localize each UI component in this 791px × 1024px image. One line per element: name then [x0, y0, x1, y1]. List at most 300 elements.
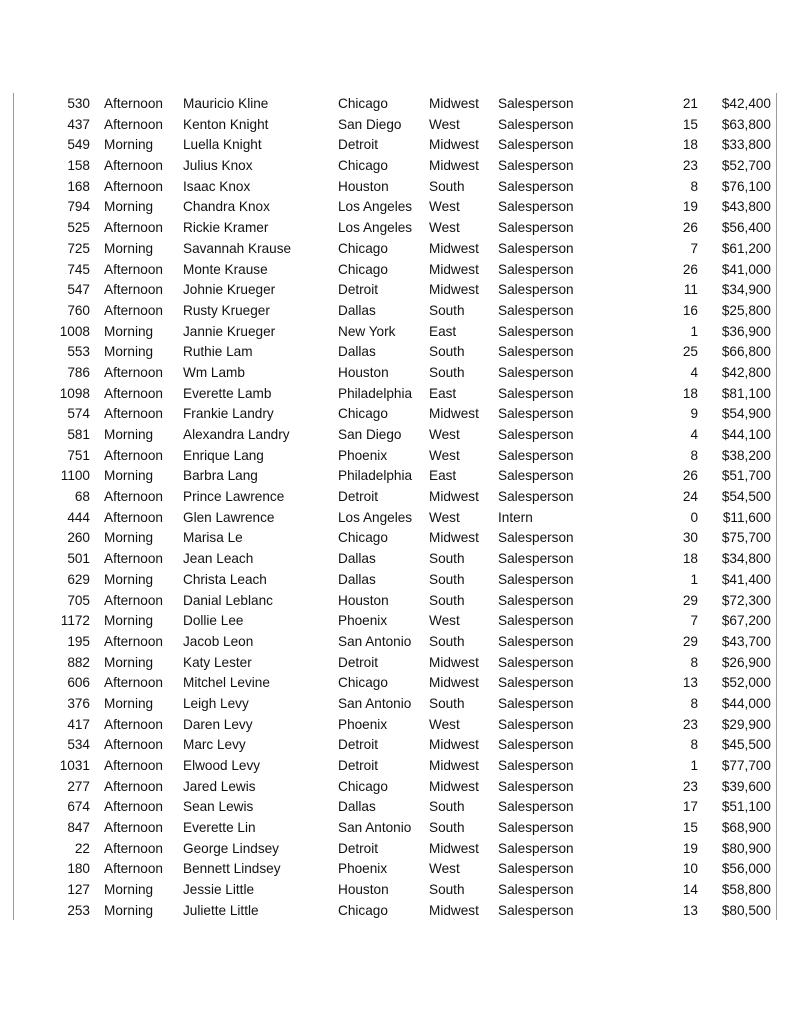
salary-cell: $52,000 — [721, 675, 771, 691]
city-cell: Dallas — [338, 571, 376, 587]
region-cell: West — [429, 447, 460, 463]
table-row — [0, 322, 791, 343]
role-cell: Salesperson — [498, 592, 574, 608]
region-cell: Midwest — [429, 675, 479, 691]
region-cell: South — [429, 178, 465, 194]
city-cell: New York — [338, 323, 396, 339]
table-row — [0, 653, 791, 674]
employee-id-cell: 1031 — [59, 758, 90, 773]
employee-id-cell: 376 — [67, 695, 90, 711]
employee-name-cell: Wm Lamb — [183, 364, 245, 380]
shift-cell: Morning — [104, 137, 154, 153]
employee-name-cell: Christa Leach — [183, 571, 267, 587]
salary-cell: $26,900 — [721, 654, 771, 670]
city-cell: Chicago — [338, 778, 388, 794]
role-cell: Salesperson — [498, 716, 574, 732]
region-cell: Midwest — [429, 137, 479, 153]
salary-cell: $56,400 — [721, 220, 771, 236]
employee-id-cell: 195 — [67, 633, 90, 649]
employee-id-cell: 1008 — [59, 323, 90, 339]
table-row — [0, 177, 791, 198]
shift-cell: Afternoon — [104, 758, 163, 773]
employee-name-cell: Everette Lin — [183, 820, 256, 836]
region-cell: South — [429, 571, 465, 587]
shift-cell: Morning — [104, 530, 154, 546]
employee-id-cell: 1172 — [60, 613, 90, 629]
shift-cell: Afternoon — [104, 778, 163, 794]
table-row — [0, 528, 791, 549]
years-cell: 4 — [690, 427, 698, 442]
region-cell: South — [429, 820, 465, 836]
role-cell: Salesperson — [498, 364, 574, 380]
city-cell: Chicago — [338, 158, 388, 174]
years-cell: 26 — [682, 220, 698, 236]
employee-id-cell: 277 — [67, 778, 90, 794]
shift-cell: Afternoon — [104, 220, 163, 236]
table-row — [0, 673, 791, 694]
years-cell: 7 — [690, 240, 698, 256]
years-cell: 26 — [682, 261, 698, 277]
role-cell: Salesperson — [498, 613, 574, 629]
table-row — [0, 218, 791, 239]
employee-id-cell: 553 — [67, 344, 90, 360]
salary-cell: $45,500 — [721, 737, 771, 753]
region-cell: Midwest — [429, 282, 479, 298]
years-cell: 13 — [682, 902, 698, 918]
employee-name-cell: Frankie Landry — [183, 406, 274, 422]
salary-cell: $76,100 — [721, 178, 771, 194]
shift-cell: Afternoon — [104, 261, 163, 277]
shift-cell: Afternoon — [104, 282, 163, 298]
employee-name-cell: Julius Knox — [183, 158, 253, 174]
region-cell: West — [429, 716, 460, 732]
years-cell: 1 — [690, 571, 698, 587]
years-cell: 8 — [690, 447, 698, 463]
city-cell: Phoenix — [338, 861, 388, 877]
salary-cell: $42,400 — [721, 96, 771, 111]
employee-table — [0, 94, 791, 922]
city-cell: San Antonio — [338, 695, 412, 711]
city-cell: Houston — [338, 882, 389, 898]
employee-id-cell: 794 — [67, 199, 90, 215]
salary-cell: $42,800 — [721, 364, 771, 380]
employee-name-cell: George Lindsey — [183, 840, 279, 856]
employee-id-cell: 786 — [67, 364, 90, 380]
role-cell: Salesperson — [498, 799, 574, 815]
shift-cell: Afternoon — [104, 116, 163, 132]
employee-name-cell: Alexandra Landry — [183, 427, 290, 442]
employee-name-cell: Savannah Krause — [183, 240, 292, 256]
city-cell: Dallas — [338, 799, 376, 815]
shift-cell: Afternoon — [104, 633, 163, 649]
table-row — [0, 197, 791, 218]
employee-id-cell: 606 — [67, 675, 90, 691]
employee-name-cell: Isaac Knox — [183, 178, 251, 194]
salary-cell: $39,600 — [721, 778, 771, 794]
city-cell: Detroit — [338, 282, 379, 298]
salary-cell: $41,400 — [721, 571, 771, 587]
employee-name-cell: Chandra Knox — [183, 199, 270, 215]
shift-cell: Afternoon — [104, 406, 163, 422]
employee-name-cell: Rusty Krueger — [183, 302, 270, 318]
role-cell: Salesperson — [498, 116, 574, 132]
table-row — [0, 839, 791, 860]
employee-name-cell: Luella Knight — [183, 137, 262, 153]
role-cell: Salesperson — [498, 220, 574, 236]
shift-cell: Afternoon — [104, 385, 163, 401]
employee-id-cell: 534 — [67, 737, 90, 753]
region-cell: South — [429, 551, 465, 567]
shift-cell: Afternoon — [104, 489, 163, 505]
employee-id-cell: 745 — [67, 261, 90, 277]
salary-cell: $75,700 — [721, 530, 771, 546]
city-cell: Chicago — [338, 675, 388, 691]
shift-cell: Afternoon — [104, 447, 163, 463]
table-row — [0, 301, 791, 322]
city-cell: Detroit — [338, 758, 379, 773]
salary-cell: $52,700 — [721, 158, 771, 174]
shift-cell: Afternoon — [104, 364, 163, 380]
city-cell: Chicago — [338, 261, 388, 277]
region-cell: Midwest — [429, 261, 479, 277]
city-cell: San Antonio — [338, 820, 412, 836]
years-cell: 23 — [682, 158, 698, 174]
shift-cell: Afternoon — [104, 799, 163, 815]
shift-cell: Afternoon — [104, 716, 163, 732]
employee-name-cell: Jacob Leon — [183, 633, 254, 649]
region-cell: South — [429, 344, 465, 360]
region-cell: Midwest — [429, 406, 479, 422]
region-cell: West — [429, 861, 460, 877]
role-cell: Salesperson — [498, 178, 574, 194]
employee-id-cell: 180 — [67, 861, 90, 877]
table-row — [0, 384, 791, 405]
city-cell: Detroit — [338, 137, 379, 153]
city-cell: Houston — [338, 178, 389, 194]
employee-id-cell: 549 — [67, 137, 90, 153]
region-cell: West — [429, 220, 460, 236]
years-cell: 30 — [682, 530, 698, 546]
region-cell: Midwest — [429, 96, 479, 111]
employee-name-cell: Rickie Kramer — [183, 220, 269, 236]
salary-cell: $33,800 — [721, 137, 771, 153]
employee-id-cell: 674 — [67, 799, 90, 815]
region-cell: West — [429, 199, 460, 215]
table-row — [0, 756, 791, 777]
years-cell: 21 — [682, 96, 698, 111]
table-row — [0, 694, 791, 715]
table-row — [0, 239, 791, 260]
role-cell: Intern — [498, 509, 533, 525]
employee-id-cell: 22 — [74, 840, 90, 856]
city-cell: Houston — [338, 592, 389, 608]
city-cell: Dallas — [338, 302, 376, 318]
employee-name-cell: Elwood Levy — [183, 758, 261, 773]
salary-cell: $25,800 — [721, 302, 771, 318]
employee-id-cell: 68 — [74, 489, 90, 505]
salary-cell: $67,200 — [721, 613, 771, 629]
role-cell: Salesperson — [498, 551, 574, 567]
employee-id-cell: 1100 — [60, 468, 90, 484]
role-cell: Salesperson — [498, 427, 574, 442]
region-cell: West — [429, 613, 460, 629]
employee-name-cell: Monte Krause — [183, 261, 268, 277]
role-cell: Salesperson — [498, 840, 574, 856]
city-cell: Houston — [338, 364, 389, 380]
years-cell: 18 — [682, 137, 698, 153]
region-cell: Midwest — [429, 158, 479, 174]
years-cell: 16 — [682, 302, 698, 318]
region-cell: Midwest — [429, 840, 479, 856]
city-cell: Los Angeles — [338, 220, 413, 236]
salary-cell: $43,700 — [721, 633, 771, 649]
table-row — [0, 570, 791, 591]
table-row — [0, 901, 791, 922]
employee-id-cell: 574 — [67, 406, 90, 422]
region-cell: Midwest — [429, 530, 479, 546]
table-row — [0, 777, 791, 798]
role-cell: Salesperson — [498, 323, 574, 339]
years-cell: 15 — [682, 116, 698, 132]
role-cell: Salesperson — [498, 385, 574, 401]
table-row — [0, 797, 791, 818]
role-cell: Salesperson — [498, 882, 574, 898]
city-cell: Phoenix — [338, 447, 388, 463]
years-cell: 23 — [682, 778, 698, 794]
years-cell: 18 — [682, 385, 698, 401]
shift-cell: Morning — [104, 613, 154, 629]
years-cell: 24 — [682, 489, 698, 505]
shift-cell: Afternoon — [104, 840, 163, 856]
employee-name-cell: Danial Leblanc — [183, 592, 273, 608]
salary-cell: $44,000 — [721, 695, 771, 711]
table-row — [0, 508, 791, 529]
region-cell: West — [429, 427, 460, 442]
employee-name-cell: Johnie Krueger — [183, 282, 276, 298]
region-cell: Midwest — [429, 240, 479, 256]
employee-name-cell: Mauricio Kline — [183, 96, 269, 111]
region-cell: East — [429, 468, 457, 484]
shift-cell: Afternoon — [104, 737, 163, 753]
table-row — [0, 135, 791, 156]
salary-cell: $80,900 — [721, 840, 771, 856]
region-cell: East — [429, 385, 457, 401]
city-cell: Chicago — [338, 96, 388, 111]
salary-cell: $68,900 — [721, 820, 771, 836]
years-cell: 11 — [683, 282, 698, 298]
employee-name-cell: Jannie Krueger — [183, 323, 276, 339]
shift-cell: Afternoon — [104, 158, 163, 174]
employee-id-cell: 882 — [67, 654, 90, 670]
salary-cell: $51,100 — [721, 799, 771, 815]
region-cell: South — [429, 799, 465, 815]
employee-id-cell: 581 — [67, 427, 90, 442]
shift-cell: Afternoon — [104, 509, 163, 525]
employee-name-cell: Jean Leach — [183, 551, 254, 567]
role-cell: Salesperson — [498, 199, 574, 215]
years-cell: 8 — [690, 178, 698, 194]
employee-name-cell: Jessie Little — [183, 882, 255, 898]
region-cell: West — [429, 509, 460, 525]
table-row — [0, 487, 791, 508]
city-cell: Los Angeles — [338, 199, 413, 215]
employee-name-cell: Barbra Lang — [183, 468, 258, 484]
employee-id-cell: 417 — [67, 716, 90, 732]
years-cell: 17 — [682, 799, 698, 815]
role-cell: Salesperson — [498, 758, 574, 773]
years-cell: 19 — [682, 840, 698, 856]
role-cell: Salesperson — [498, 820, 574, 836]
employee-id-cell: 501 — [67, 551, 90, 567]
table-row — [0, 735, 791, 756]
role-cell: Salesperson — [498, 695, 574, 711]
years-cell: 25 — [682, 344, 698, 360]
years-cell: 8 — [690, 737, 698, 753]
region-cell: Midwest — [429, 778, 479, 794]
salary-cell: $61,200 — [721, 240, 771, 256]
shift-cell: Morning — [104, 323, 154, 339]
role-cell: Salesperson — [498, 633, 574, 649]
city-cell: Phoenix — [338, 716, 388, 732]
employee-name-cell: Prince Lawrence — [183, 489, 285, 505]
years-cell: 15 — [682, 820, 698, 836]
city-cell: Dallas — [338, 344, 376, 360]
shift-cell: Afternoon — [104, 675, 163, 691]
region-cell: East — [429, 323, 457, 339]
table-row — [0, 632, 791, 653]
region-cell: South — [429, 592, 465, 608]
table-row — [0, 611, 791, 632]
city-cell: Detroit — [338, 840, 379, 856]
role-cell: Salesperson — [498, 158, 574, 174]
role-cell: Salesperson — [498, 240, 574, 256]
shift-cell: Morning — [104, 882, 154, 898]
shift-cell: Morning — [104, 695, 154, 711]
years-cell: 26 — [682, 468, 698, 484]
employee-name-cell: Leigh Levy — [183, 695, 249, 711]
employee-id-cell: 158 — [67, 158, 90, 174]
employee-name-cell: Bennett Lindsey — [183, 861, 281, 877]
employee-name-cell: Sean Lewis — [183, 799, 254, 815]
salary-cell: $34,800 — [721, 551, 771, 567]
shift-cell: Morning — [104, 344, 154, 360]
employee-name-cell: Jared Lewis — [183, 778, 256, 794]
years-cell: 14 — [682, 882, 698, 898]
shift-cell: Morning — [104, 468, 154, 484]
employee-id-cell: 725 — [67, 240, 90, 256]
region-cell: Midwest — [429, 489, 479, 505]
employee-name-cell: Ruthie Lam — [183, 344, 253, 360]
region-cell: South — [429, 695, 465, 711]
years-cell: 13 — [682, 675, 698, 691]
region-cell: South — [429, 364, 465, 380]
region-cell: South — [429, 882, 465, 898]
employee-id-cell: 253 — [67, 902, 90, 918]
employee-name-cell: Mitchel Levine — [183, 675, 270, 691]
table-row — [0, 466, 791, 487]
table-row — [0, 880, 791, 901]
shift-cell: Afternoon — [104, 302, 163, 318]
shift-cell: Morning — [104, 240, 154, 256]
role-cell: Salesperson — [498, 675, 574, 691]
role-cell: Salesperson — [498, 571, 574, 587]
years-cell: 8 — [690, 695, 698, 711]
years-cell: 1 — [690, 758, 698, 773]
shift-cell: Afternoon — [104, 592, 163, 608]
salary-cell: $41,000 — [721, 261, 771, 277]
table-row — [0, 260, 791, 281]
employee-id-cell: 444 — [67, 509, 90, 525]
role-cell: Salesperson — [498, 468, 574, 484]
role-cell: Salesperson — [498, 902, 574, 918]
city-cell: Chicago — [338, 240, 388, 256]
years-cell: 4 — [690, 364, 698, 380]
employee-id-cell: 1098 — [59, 385, 90, 401]
years-cell: 1 — [690, 323, 698, 339]
role-cell: Salesperson — [498, 261, 574, 277]
employee-name-cell: Daren Levy — [183, 716, 253, 732]
years-cell: 29 — [682, 592, 698, 608]
employee-name-cell: Enrique Lang — [183, 447, 264, 463]
salary-cell: $36,900 — [721, 323, 771, 339]
shift-cell: Afternoon — [104, 551, 163, 567]
shift-cell: Morning — [104, 902, 154, 918]
city-cell: Dallas — [338, 551, 376, 567]
region-cell: South — [429, 633, 465, 649]
employee-id-cell: 437 — [67, 116, 90, 132]
role-cell: Salesperson — [498, 447, 574, 463]
salary-cell: $80,500 — [721, 902, 771, 918]
employee-name-cell: Dollie Lee — [183, 613, 244, 629]
role-cell: Salesperson — [498, 489, 574, 505]
city-cell: Philadelphia — [338, 468, 413, 484]
table-row — [0, 818, 791, 839]
region-cell: Midwest — [429, 654, 479, 670]
city-cell: Detroit — [338, 489, 379, 505]
city-cell: San Diego — [338, 427, 402, 442]
salary-cell: $54,500 — [721, 489, 771, 505]
role-cell: Salesperson — [498, 96, 574, 111]
table-row — [0, 94, 791, 115]
employee-id-cell: 127 — [67, 882, 90, 898]
city-cell: Chicago — [338, 902, 388, 918]
shift-cell: Morning — [104, 571, 154, 587]
table-row — [0, 446, 791, 467]
salary-cell: $38,200 — [721, 447, 771, 463]
salary-cell: $43,800 — [721, 199, 771, 215]
city-cell: Phoenix — [338, 613, 388, 629]
employee-id-cell: 629 — [67, 571, 90, 587]
shift-cell: Afternoon — [104, 820, 163, 836]
region-cell: South — [429, 302, 465, 318]
city-cell: Philadelphia — [338, 385, 413, 401]
years-cell: 18 — [682, 551, 698, 567]
salary-cell: $11,600 — [722, 509, 771, 525]
table-row — [0, 404, 791, 425]
salary-cell: $51,700 — [721, 468, 771, 484]
years-cell: 23 — [682, 716, 698, 732]
region-cell: West — [429, 116, 460, 132]
salary-cell: $44,100 — [721, 427, 771, 442]
region-cell: Midwest — [429, 737, 479, 753]
shift-cell: Afternoon — [104, 861, 163, 877]
employee-id-cell: 705 — [67, 592, 90, 608]
table-row — [0, 549, 791, 570]
years-cell: 0 — [690, 509, 698, 525]
employee-name-cell: Marisa Le — [183, 530, 243, 546]
region-cell: Midwest — [429, 902, 479, 918]
years-cell: 7 — [690, 613, 698, 629]
